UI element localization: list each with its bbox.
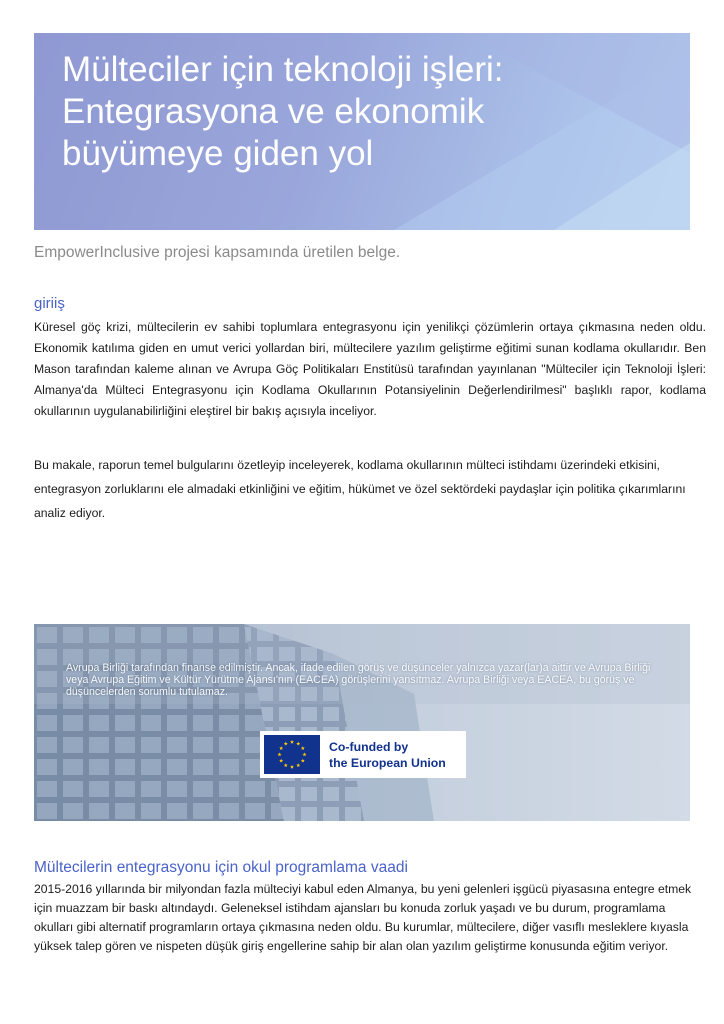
eu-star (296, 742, 300, 746)
page-title (62, 49, 662, 175)
eu-star (303, 752, 307, 756)
title-line-3: büyümeye giden yol (62, 134, 374, 173)
title-banner (34, 33, 690, 230)
eu-badge-line-1: Co-funded by (329, 739, 409, 754)
intro-paragraph-2: Bu makale, raporun temel bulgularını özetleyip inceleyerek, kodlama okullarının mülteci istihdamı üzerindeki etkisini, entegrasyon zorluklarını ele almadaki etkinliğini ve eğitim, hükümet ve özel sektördeki paydaşlar için politika çıkarımlarını analiz ediyor. (34, 458, 686, 520)
eu-star (284, 742, 288, 746)
intro-heading: giriiş (34, 295, 65, 312)
section-2-paragraph: 2015-2016 yıllarında bir milyondan fazla mülteciyi kabul eden Almanya, bu yeni gelenleri işgücü piyasasına entegre etmek için muazzam bir baskı altındaydı. Geleneksel istihdam ajansları bu konuda zorluk yaşadı ve bu durum, programlama okulları gibi alternatif programların ortaya çıkmasına neden oldu. Bu kurumlar, mültecilere, diğer vasıflı mesleklere kıyasla yüksek talep gören ve nispeten düşük giriş engellerine sahip bir alan olan yazılım geliştirme konusunda eğitim veriyor. (34, 882, 692, 953)
eu-star (278, 752, 282, 756)
title-line-2: Entegrasyona ve ekonomik (62, 92, 485, 131)
building-illustration (34, 624, 690, 821)
eu-badge-text (329, 739, 446, 771)
title-line-1: Mülteciler için teknoloji işleri: (62, 50, 504, 89)
eu-star (279, 746, 283, 750)
eu-star (279, 759, 283, 763)
document-subtitle: EmpowerInclusive projesi kapsamında üretilen belge. (34, 244, 401, 261)
eu-flag-icon (264, 735, 320, 774)
eu-star (284, 763, 288, 767)
eu-star (301, 759, 305, 763)
eu-star (290, 765, 294, 769)
funding-disclaimer: Avrupa Birliği tarafından finanse edilmiştir. Ancak, ifade edilen görüş ve düşünceler yalnızca yazar(lar)a aittir ve Avrupa Birliği veya Avrupa Eğitim ve Kültür Yürütme Ajansı'nın (EACEA) görüşlerini yansıtmaz. Avrupa Birliği veya EACEA, bu görüş ve düşüncelerden sorumlu tutulamaz. (66, 662, 651, 698)
intro-paragraph-1: Küresel göç krizi, mültecilerin ev sahibi toplumlara entegrasyonu için yenilikçi çözümlerin ortaya çıkmasına neden oldu. Ekonomik katılıma giden en umut verici yollardan biri, mültecilere yazılım geliştirme eğitimi sunan kodlama okullarıdır. Ben Mason tarafından kaleme alınan ve Avrupa Göç Politikaları Enstitüsü tarafından yayınlanan "Mülteciler için Teknoloji İşleri: Almanya'da Mülteci Entegrasyonu için Kodlama Okullarının Potansiyelinin Değerlendirilmesi" başlıklı rapor, kodlama okullarının uygulanabilirliğini eleştirel bir bakış açısıyla inceliyor. (34, 320, 706, 418)
eu-star (301, 746, 305, 750)
section-2-heading: Mültecilerin entegrasyonu için okul programlama vaadi (34, 859, 408, 876)
eu-cofunded-badge (260, 731, 466, 778)
funding-photo-panel (34, 624, 690, 821)
eu-star (296, 763, 300, 767)
eu-badge-line-2: the European Union (329, 755, 446, 770)
eu-star (290, 740, 294, 744)
